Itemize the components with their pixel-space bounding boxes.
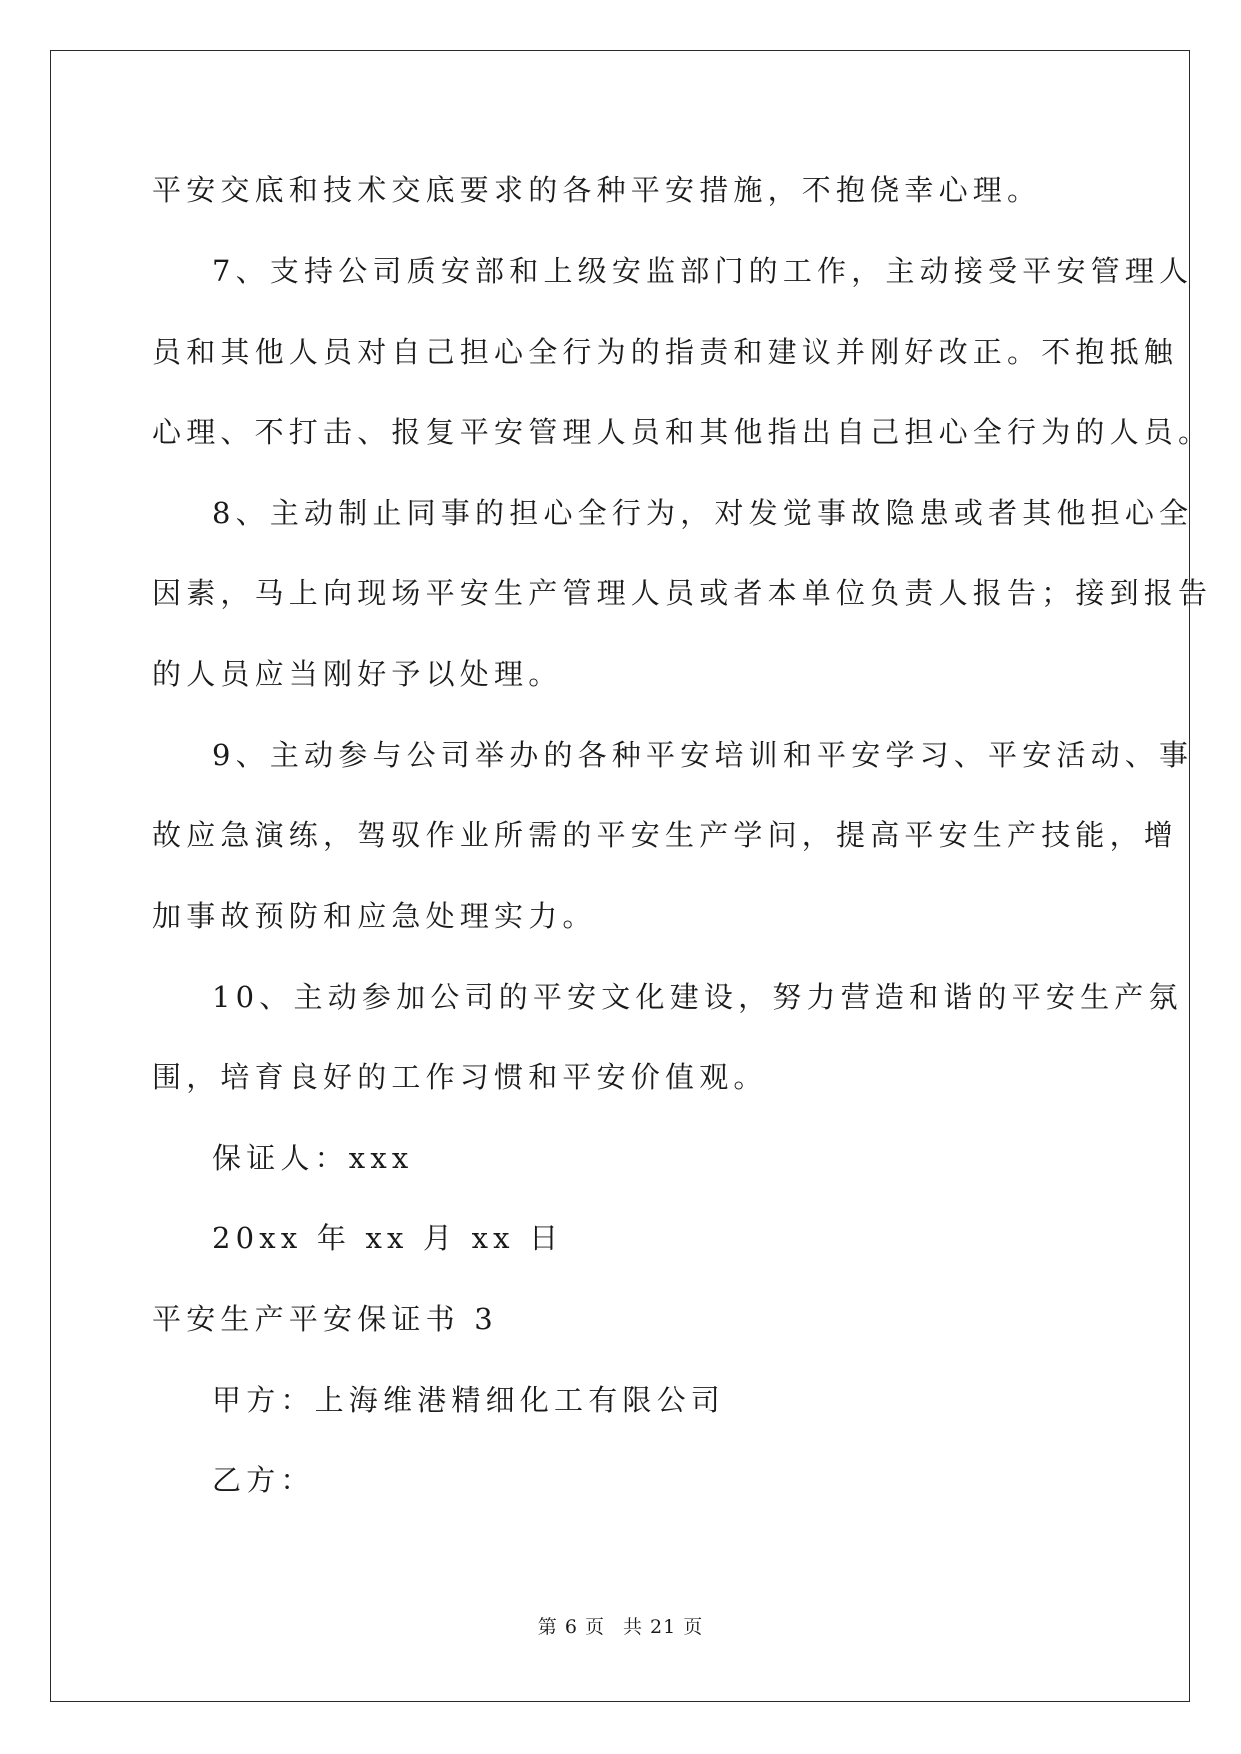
- party-a-line: 甲方：上海维港精细化工有限公司: [212, 1383, 726, 1417]
- body-line-3: 员和其他人员对自己担心全行为的指责和建议并刚好改正。不抱抵触: [152, 335, 1179, 369]
- body-line-6: 因素，马上向现场平安生产管理人员或者本单位负责人报告；接到报告: [152, 576, 1213, 610]
- body-line-11: 10、主动参加公司的平安文化建设，努力营造和谐的平安生产氛: [212, 980, 1183, 1014]
- body-line-10: 加事故预防和应急处理实力。: [152, 899, 597, 933]
- body-line-12: 围，培育良好的工作习惯和平安价值观。: [152, 1060, 768, 1094]
- section-title: 平安生产平安保证书 3: [152, 1302, 498, 1336]
- page-border: [50, 50, 1190, 1702]
- guarantor-line: 保证人：xxx: [212, 1141, 414, 1175]
- body-line-8: 9、主动参与公司举办的各种平安培训和平安学习、平安活动、事: [212, 738, 1194, 772]
- body-line-9: 故应急演练，驾驭作业所需的平安生产学问，提高平安生产技能，增: [152, 818, 1179, 852]
- body-line-1: 平安交底和技术交底要求的各种平安措施，不抱侥幸心理。: [152, 173, 1042, 207]
- party-b-line: 乙方：: [212, 1463, 315, 1497]
- page-number: 第 6 页: [537, 1616, 605, 1638]
- body-line-5: 8、主动制止同事的担心全行为，对发觉事故隐患或者其他担心全: [212, 496, 1194, 530]
- body-line-4: 心理、不打击、报复平安管理人员和其他指出自己担心全行为的人员。: [152, 415, 1213, 449]
- date-line: 20xx 年 xx 月 xx 日: [212, 1221, 564, 1255]
- page-total: 共 21 页: [622, 1616, 704, 1638]
- page-footer: [0, 1612, 1241, 1639]
- body-line-2: 7、支持公司质安部和上级安监部门的工作，主动接受平安管理人: [212, 254, 1194, 288]
- body-line-7: 的人员应当刚好予以处理。: [152, 657, 563, 691]
